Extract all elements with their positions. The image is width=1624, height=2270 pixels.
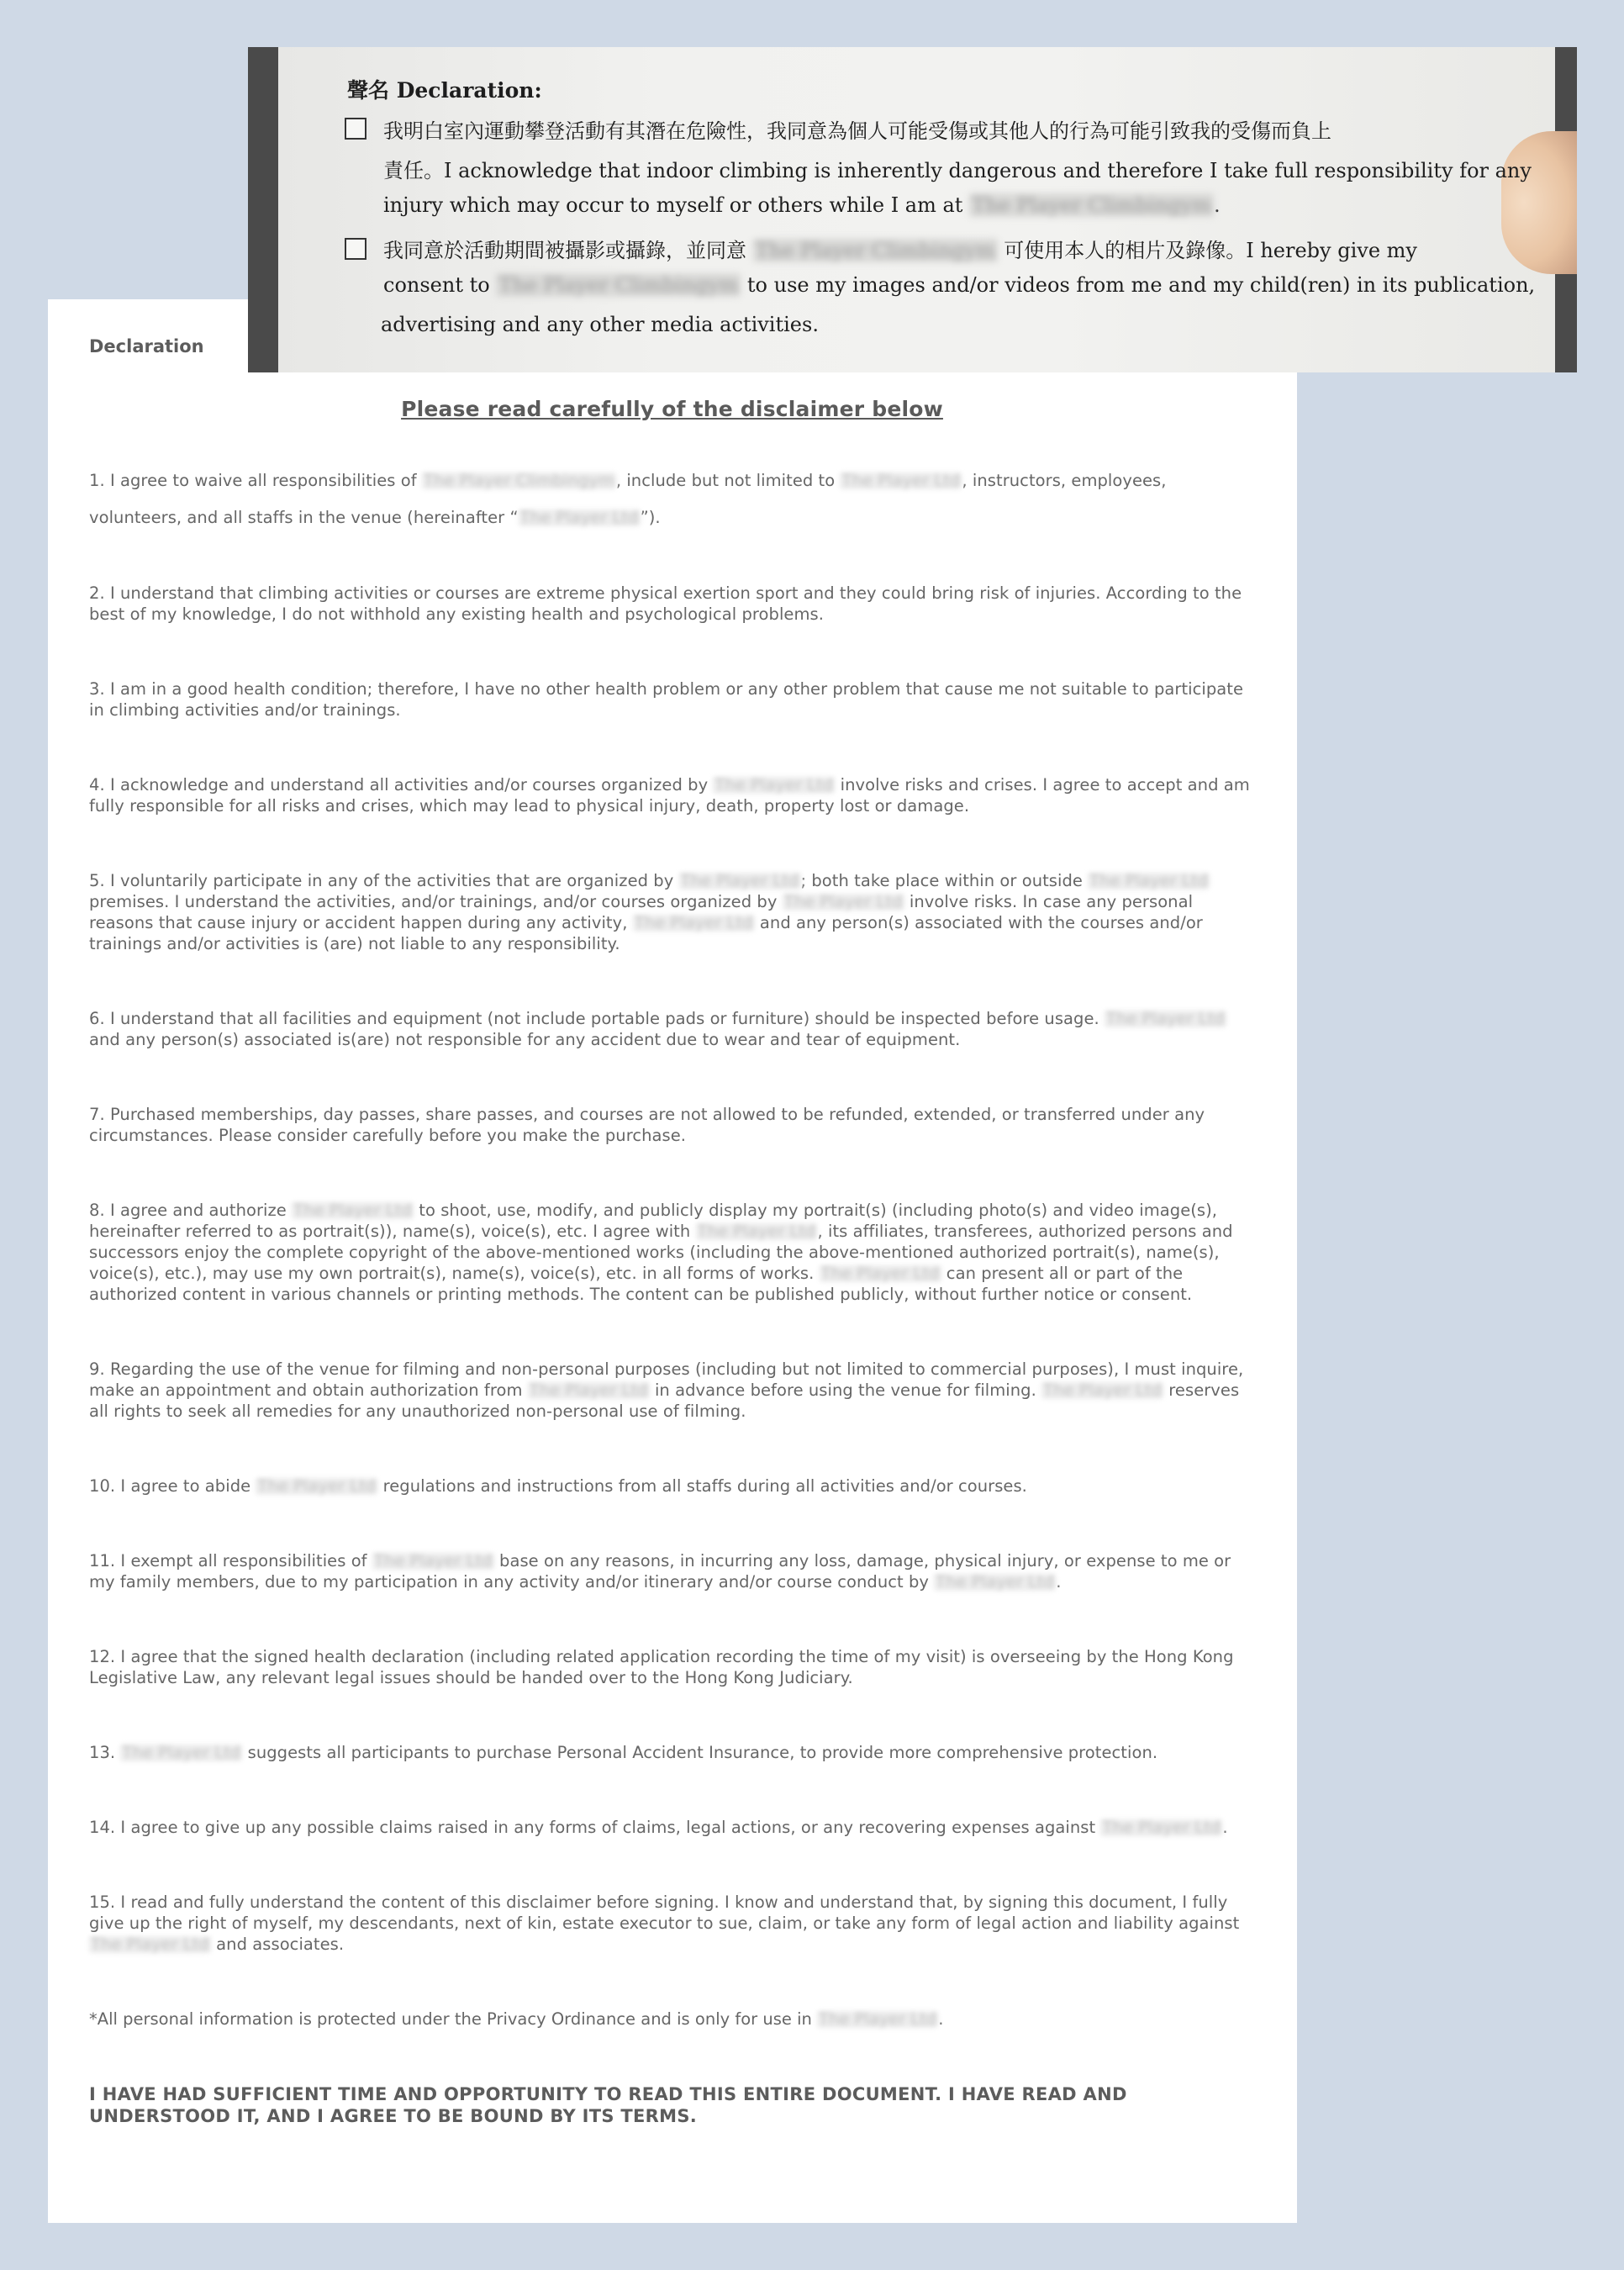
disclaimer-title: Please read carefully of the disclaimer below: [401, 397, 943, 421]
clause-1: 1. I agree to waive all responsibilities of The Player Climbingym , include but not limited to The Player Ltd , instructors, employees, volunteers, and all staffs in the venue (hereinafter “ The Player Ltd ”).: [89, 471, 1167, 527]
clause-8: 8. I agree and authorize The Player Ltd to shoot, use, modify, and publicly display my portrait(s) (including photo(s) and video image(s), hereinafter referred to as portrait(s)), name(s), voice(s), etc. I agree with The Player Ltd , its affiliates, transferees, authorized persons and successors enjoy the complete copyright of the above-mentioned works (including the above-mentioned authorized portrait(s), name(s), voice(s), etc.), may use my own portrait(s), name(s), voice(s), etc. in all forms of works. The Player Ltd can present all or part of the authorized content in various channels or printing methods. The content can be published publicly, without further notice or consent.: [89, 1201, 1233, 1304]
consent-checkbox-1[interactable]: [345, 118, 366, 140]
redacted-name: The Player Ltd: [819, 2009, 937, 2029]
photo-line: 我同意於活動期間被攝影或攝錄，並同意 The Player Climbingym 可使用本人的相片及錄像。I hereby give my: [383, 239, 1417, 262]
clause-list: [89, 462, 1255, 2127]
photo-line: 責任。I acknowledge that indoor climbing is inherently dangerous and therefore I take full responsibility for any: [383, 159, 1532, 182]
redacted-name: The Player Climbingym: [753, 239, 998, 262]
redacted-name: The Player Ltd: [936, 1572, 1055, 1592]
clause-7: 7. Purchased memberships, day passes, share passes, and courses are not allowed to be refunded, extended, or transferred under any circumstances. Please consider carefully before you make the purchase.: [89, 1105, 1205, 1145]
clause-5: 5. I voluntarily participate in any of the activities that are organized by The Player Ltd ; both take place within or outside The Player Ltd premises. I understand the activities, and/or trainings, and/or courses organized by The Player Ltd involve risks. In case any personal reasons that cause injury or accident happen during any activity, The Player Ltd and any person(s) associated with the courses and/or trainings and/or activities is (are) not liable to any responsibility.: [89, 871, 1209, 953]
redacted-name: The Player Ltd: [257, 1476, 377, 1496]
acknowledgement-line: UNDERSTOOD IT, AND I AGREE TO BE BOUND BY ITS TERMS.: [89, 2106, 698, 2126]
clause-12: 12. I agree that the signed health declaration (including related application recording the time of my visit) is overseeing by the Hong Kong Legislative Law, any relevant legal issues should be handed over to the Hong Kong Judiciary.: [89, 1647, 1234, 1687]
redacted-name: The Player Ltd: [519, 508, 639, 527]
clause-9: 9. Regarding the use of the venue for filming and non-personal purposes (including but not limited to commercial purposes), I must inquire, make an appointment and obtain authorization from The Player Ltd in advance before using the venue for filming. The Player Ltd reserves all rights to seek all remedies for any unauthorized non-personal use of filming.: [89, 1359, 1244, 1421]
redacted-name: The Player Ltd: [1043, 1380, 1163, 1400]
clause-11: 11. I exempt all responsibilities of The Player Ltd base on any reasons, in incurring any loss, damage, physical injury, or expense to me or my family members, due to my participation in any activity and/or itinerary and/or course conduct by The Player Ltd .: [89, 1551, 1231, 1592]
clause-10: 10. I agree to abide The Player Ltd regulations and instructions from all staffs during all activities and/or courses.: [89, 1476, 1027, 1496]
redacted-name: The Player Ltd: [634, 913, 753, 932]
photo-line: injury which may occur to myself or others while I am at The Player Climbingym .: [383, 193, 1221, 217]
redacted-name: The Player Ltd: [783, 892, 903, 911]
clause-4: 4. I acknowledge and understand all activities and/or courses organized by The Player Ltd involve risks and crises. I agree to accept and am fully responsible for all risks and crises, which may lead to physical injury, death, property lost or damage.: [89, 775, 1250, 816]
acknowledgement: [89, 2083, 1255, 2127]
redacted-name: The Player Ltd: [1089, 871, 1209, 890]
photo-line: advertising and any other media activities.: [381, 313, 819, 336]
acknowledgement-line: I HAVE HAD SUFFICIENT TIME AND OPPORTUNITY TO READ THIS ENTIRE DOCUMENT. I HAVE READ AND: [89, 2084, 1127, 2104]
redacted-name: The Player Ltd: [1102, 1818, 1221, 1837]
photo-heading: 聲名 Declaration:: [347, 78, 542, 103]
photo-line: consent to The Player Climbingym to use my images and/or videos from me and my child(ren) in its publication,: [383, 273, 1536, 297]
clause-15: 15. I read and fully understand the content of this disclaimer before signing. I know and understand that, by signing this document, I fully give up the right of myself, my descendants, next of kin, estate executor to sue, claim, or take any form of legal action and liability against The Player Ltd and associates.: [89, 1893, 1240, 1954]
redacted-name: The Player Climbingym: [969, 193, 1214, 217]
finger-image: [1501, 131, 1577, 274]
disclaimer-document: [48, 299, 1297, 2223]
redacted-name: The Player Ltd: [91, 1935, 209, 1954]
redacted-name: The Player Ltd: [122, 1743, 241, 1762]
redacted-name: The Player Ltd: [680, 871, 799, 890]
redacted-name: The Player Ltd: [820, 1264, 940, 1283]
privacy-note: *All personal information is protected under the Privacy Ordinance and is only for use in The Player Ltd .: [89, 2009, 944, 2029]
section-label: Declaration: [89, 336, 204, 356]
clause-6: 6. I understand that all facilities and equipment (not include portable pads or furniture) should be inspected before usage. The Player Ltd and any person(s) associated is(are) not responsible for any accident due to wear and tear of equipment.: [89, 1009, 1225, 1049]
redacted-name: The Player Ltd: [373, 1551, 493, 1571]
clause-2: 2. I understand that climbing activities or courses are extreme physical exertion sport and they could bring risk of injuries. According to the best of my knowledge, I do not withhold any existing health and psychological problems.: [89, 583, 1242, 624]
consent-checkbox-2[interactable]: [345, 238, 366, 260]
redacted-name: The Player Climbingym: [423, 471, 614, 490]
clause-13: 13. The Player Ltd suggests all participants to purchase Personal Accident Insurance, to provide more comprehensive protection.: [89, 1743, 1158, 1762]
redacted-name: The Player Ltd: [293, 1201, 413, 1220]
redacted-name: The Player Ltd: [529, 1380, 648, 1400]
clause-3: 3. I am in a good health condition; therefore, I have no other health problem or any other problem that cause me not suitable to participate in climbing activities and/or trainings.: [89, 679, 1244, 720]
redacted-name: The Player Ltd: [714, 775, 834, 794]
redacted-name: The Player Ltd: [841, 471, 961, 490]
clause-14: 14. I agree to give up any possible claims raised in any forms of claims, legal actions, or any recovering expenses against The Player Ltd .: [89, 1818, 1228, 1837]
redacted-name: The Player Ltd: [1106, 1009, 1225, 1028]
photo-line: 我明白室內運動攀登活動有其潛在危險性，我同意為個人可能受傷或其他人的行為可能引致我的受傷而負上: [383, 119, 1331, 143]
redacted-name: The Player Ltd: [697, 1222, 816, 1241]
redacted-name: The Player Climbingym: [496, 273, 741, 297]
